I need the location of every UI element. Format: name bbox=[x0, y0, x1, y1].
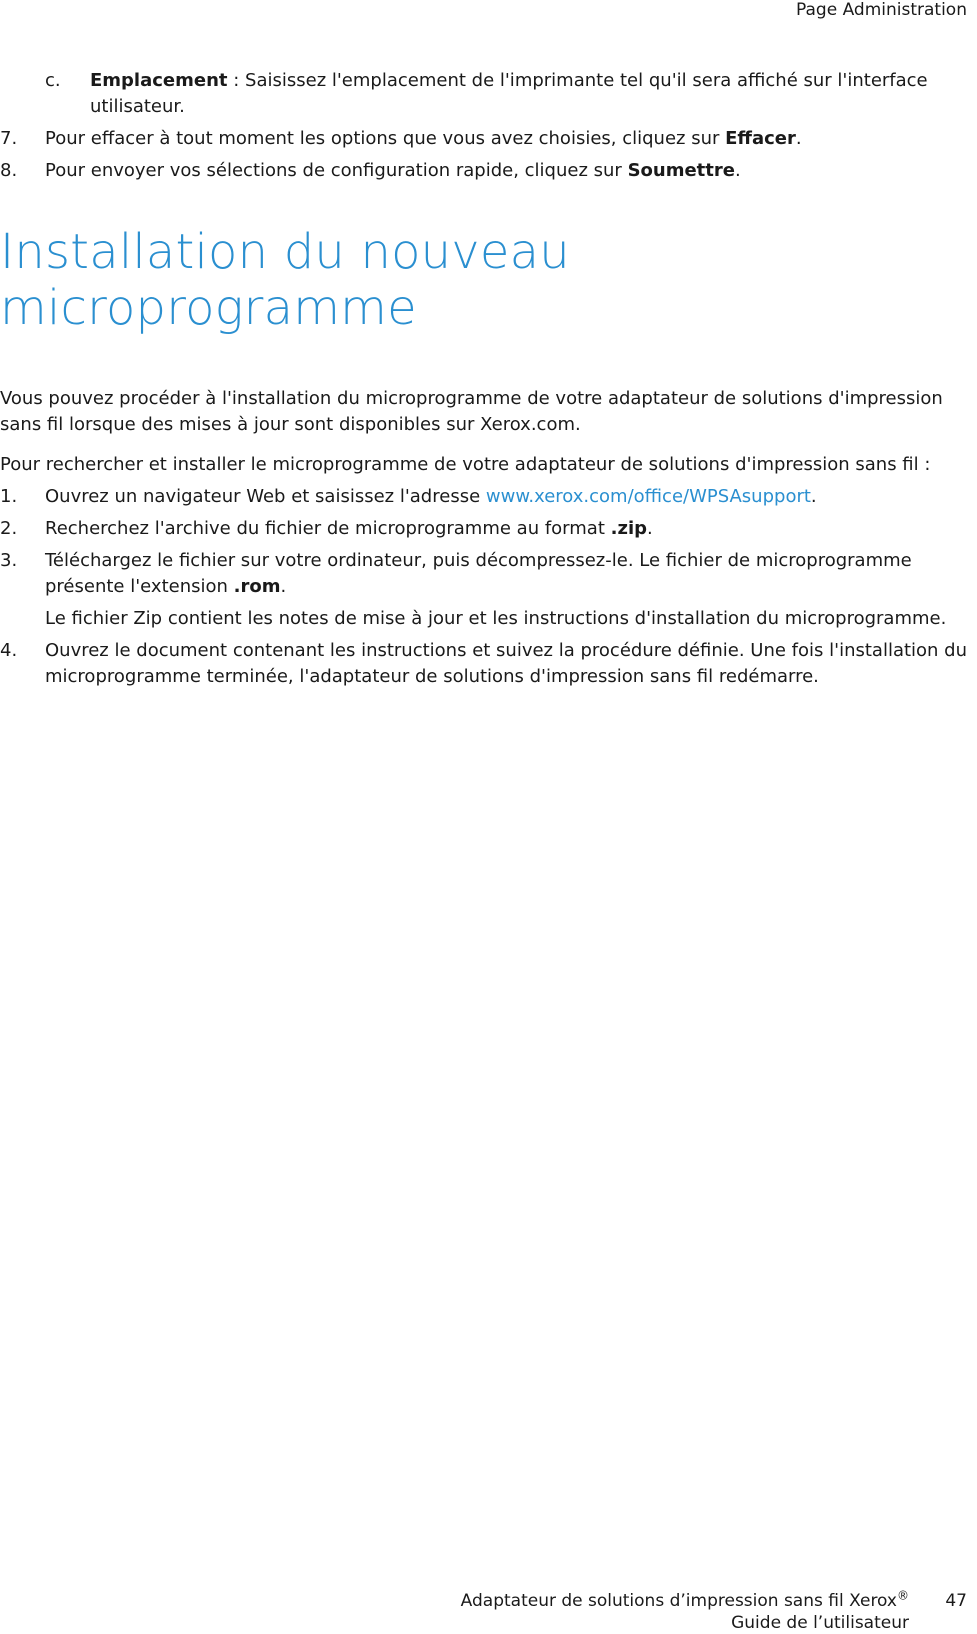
footer-text bbox=[461, 1590, 909, 1634]
list-item-text bbox=[45, 126, 970, 152]
step-1-end: . bbox=[810, 486, 817, 507]
step-2-text: Recherchez l'archive du fichier de microprogramme au format bbox=[45, 518, 611, 539]
page-number: 47 bbox=[945, 1591, 967, 1611]
intro-paragraph: Vous pouvez procéder à l'installation du microprogramme de votre adaptateur de solutions d'impression sans fil lorsque des mises à jour sont disponibles sur Xerox.com. bbox=[0, 388, 943, 435]
list-item-step-4 bbox=[0, 638, 970, 690]
list-marker: 7. bbox=[0, 128, 18, 149]
trademark-symbol: ® bbox=[897, 1588, 909, 1603]
footer-guide: Guide de l’utilisateur bbox=[731, 1613, 909, 1633]
list-item-emplacement bbox=[0, 68, 970, 120]
list-item-text: Ouvrez le document contenant les instructions et suivez la procédure définie. Une fois l'installation du microprogramme terminée, l'adaptateur de solutions d'impression sans fil redémarre. bbox=[45, 640, 968, 687]
list-marker: 4. bbox=[0, 640, 18, 661]
page-content bbox=[0, 68, 970, 696]
list-item-step-8 bbox=[0, 158, 970, 184]
step-2-end: . bbox=[647, 518, 653, 539]
emplacement-description: : Saisissez l'emplacement de l'imprimante tel qu'il sera affiché sur l'interface utilisateur. bbox=[90, 70, 928, 117]
list-item-step-1 bbox=[0, 484, 970, 510]
list-item-text bbox=[45, 484, 970, 510]
step-3-text: Téléchargez le fichier sur votre ordinateur, puis décompressez-le. Le fichier de microprogramme présente l'extension bbox=[45, 550, 912, 597]
running-header: Page Administration bbox=[796, 0, 967, 20]
section-heading: Installation du nouveau microprogramme bbox=[0, 224, 570, 336]
list-item-text bbox=[45, 158, 970, 184]
list-item-step-2 bbox=[0, 516, 970, 542]
step-3-note: Le fichier Zip contient les notes de mise à jour et les instructions d'installation du microprogramme. bbox=[45, 608, 947, 629]
step-7-end: . bbox=[795, 128, 802, 149]
step-3-end: . bbox=[280, 576, 287, 597]
list-item-text bbox=[45, 548, 970, 632]
soumettre-label: Soumettre bbox=[627, 160, 735, 181]
footer-product-name: Adaptateur de solutions d’impression sans fil Xerox bbox=[460, 1591, 897, 1611]
list-item-step-3 bbox=[0, 548, 970, 632]
list-marker: 2. bbox=[0, 518, 18, 539]
lead-paragraph: Pour rechercher et installer le microprogramme de votre adaptateur de solutions d'impression sans fil : bbox=[0, 454, 931, 475]
support-link[interactable]: www.xerox.com/office/WPSAsupport bbox=[485, 486, 811, 507]
footer-product bbox=[461, 1590, 909, 1612]
list-marker: 8. bbox=[0, 160, 18, 181]
rom-extension: .rom bbox=[233, 576, 281, 597]
list-item-text bbox=[45, 516, 970, 542]
step-8-end: . bbox=[734, 160, 741, 181]
effacer-label: Effacer bbox=[725, 128, 796, 149]
term-emplacement: Emplacement bbox=[90, 70, 228, 91]
step-7-text: Pour effacer à tout moment les options que vous avez choisies, cliquez sur bbox=[45, 128, 726, 149]
step-1-text: Ouvrez un navigateur Web et saisissez l'adresse bbox=[45, 486, 486, 507]
list-item-text bbox=[90, 68, 970, 120]
list-marker: 3. bbox=[0, 550, 18, 571]
list-marker: c. bbox=[45, 70, 61, 91]
list-marker: 1. bbox=[0, 486, 18, 507]
step-8-text: Pour envoyer vos sélections de configuration rapide, cliquez sur bbox=[45, 160, 628, 181]
list-item-step-7 bbox=[0, 126, 970, 152]
zip-extension: .zip bbox=[610, 518, 647, 539]
